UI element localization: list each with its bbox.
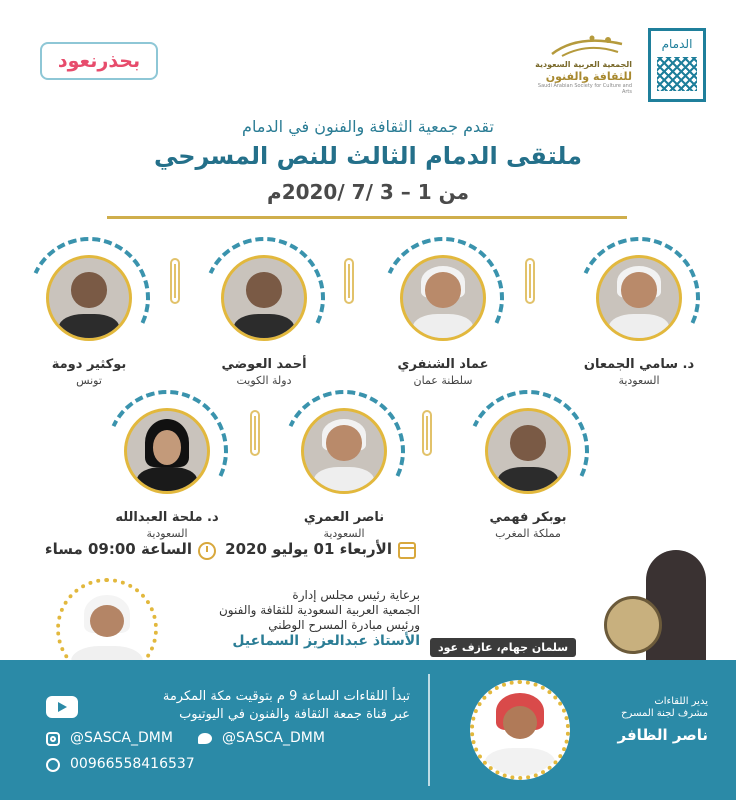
stream-line2: عبر قناة جمعة الثقافة والفنون في اليوتيوب — [179, 706, 410, 722]
speaker-photo-frame — [293, 400, 395, 502]
speaker-name: عماد الشنفري — [397, 357, 489, 372]
speaker-card — [189, 247, 339, 387]
speaker-photo-frame — [38, 247, 140, 349]
contact-phone — [46, 756, 286, 776]
schedule-time: الساعة 09:00 مساء — [44, 540, 192, 558]
stream-info — [90, 688, 410, 723]
manager-name: ناصر الظافر — [617, 726, 708, 744]
phone-number[interactable]: 00966558416537 — [70, 756, 195, 772]
speaker-photo — [485, 408, 571, 494]
speaker-photo — [46, 255, 132, 341]
event-schedule — [36, 540, 416, 564]
campaign-logo — [40, 42, 158, 80]
campaign-word-1: نعود — [57, 50, 98, 72]
manager-role1: يدير اللقاءات — [654, 696, 708, 707]
society-name-line2: للثقافة والفنون — [545, 69, 632, 83]
title-divider — [107, 216, 627, 219]
speaker-card — [92, 400, 242, 540]
speaker-country: السعودية — [323, 527, 365, 540]
dammam-branch-logo — [648, 28, 706, 102]
patronage-line1: برعاية رئيس مجلس إدارة — [292, 588, 420, 602]
footer-banner — [0, 660, 736, 800]
performer-image — [576, 546, 726, 662]
patron-name: الأستاذ عبدالعزيز السماعيل — [232, 633, 420, 649]
footer-divider — [428, 674, 430, 786]
speaker-card — [14, 247, 164, 387]
speaker-photo — [596, 255, 682, 341]
society-emblem-icon — [548, 32, 626, 60]
calendar-icon — [398, 542, 416, 559]
speaker-photo-frame — [588, 247, 690, 349]
manager-role2: مشرف لجنة المسرح — [621, 708, 708, 719]
patronage-block — [170, 588, 420, 651]
speaker-name: د. سامي الجمعان — [583, 357, 695, 372]
speaker-country: تونس — [76, 374, 102, 387]
patronage-line2: الجمعية العربية السعودية للثقافة والفنون — [218, 603, 420, 617]
logo-pattern — [657, 57, 697, 91]
clock-icon — [198, 542, 216, 560]
event-intro: تقدم جمعية الثقافة والفنون في الدمام — [242, 117, 494, 136]
speaker-country: مملكة المغرب — [495, 527, 561, 540]
society-name-english: Saudi Arabian Society for Culture and Arts — [537, 82, 632, 95]
stream-line1: تبدأ اللقاءات الساعة 9 م بتوقيت مكة المكرمة — [162, 689, 410, 704]
clip-divider — [344, 258, 354, 304]
speaker-card — [564, 247, 714, 387]
speaker-name: بوبكر فهمي — [489, 510, 567, 525]
patronage-line3: ورئيس مبادرة المسرح الوطني — [268, 618, 420, 632]
speaker-card — [368, 247, 518, 387]
speaker-country: سلطنة عمان — [413, 374, 473, 387]
clip-divider — [525, 258, 535, 304]
instagram-handle[interactable]: @SASCA_DMM — [70, 730, 173, 746]
speaker-card — [269, 400, 419, 540]
clip-divider — [170, 258, 180, 304]
manager-block — [582, 696, 708, 744]
event-title: ملتقى الدمام الثالث للنص المسرحي — [153, 142, 583, 170]
youtube-icon[interactable] — [46, 696, 78, 718]
society-logo — [532, 32, 632, 95]
speaker-country: السعودية — [618, 374, 660, 387]
manager-photo — [470, 680, 570, 780]
society-name-line1: الجمعية العربية السعودية — [535, 60, 632, 69]
speaker-name: ناصر العمري — [303, 510, 385, 525]
phone-icon — [46, 758, 60, 772]
performer-caption: سلمان جهام، عازف عود — [430, 638, 576, 657]
logo-city-label: الدمام — [661, 37, 693, 51]
twitter-handle[interactable]: @SASCA_DMM — [222, 730, 325, 746]
clip-divider — [422, 410, 432, 456]
schedule-date: الأربعاء 01 يوليو 2020 — [225, 540, 392, 558]
speaker-name: د. ملحة العبدالله — [115, 510, 219, 525]
speaker-card — [453, 400, 603, 540]
speaker-photo — [124, 408, 210, 494]
speaker-photo-frame — [477, 400, 579, 502]
event-dates: من 1 – 3 /7 /2020م — [267, 180, 469, 204]
speaker-photo — [400, 255, 486, 341]
instagram-icon[interactable] — [46, 732, 60, 746]
speaker-photo-frame — [116, 400, 218, 502]
speaker-name: بوكثير دومة — [51, 357, 127, 372]
speaker-photo-frame — [213, 247, 315, 349]
speaker-country: السعودية — [146, 527, 188, 540]
campaign-word-2: بحذر — [97, 50, 141, 72]
speaker-photo-frame — [392, 247, 494, 349]
social-handles — [46, 730, 346, 750]
speaker-name: أحمد العوضي — [221, 357, 307, 372]
twitter-icon[interactable] — [198, 733, 212, 744]
speaker-photo — [221, 255, 307, 341]
speaker-country: دولة الكويت — [236, 374, 292, 387]
clip-divider — [250, 410, 260, 456]
speaker-photo — [301, 408, 387, 494]
